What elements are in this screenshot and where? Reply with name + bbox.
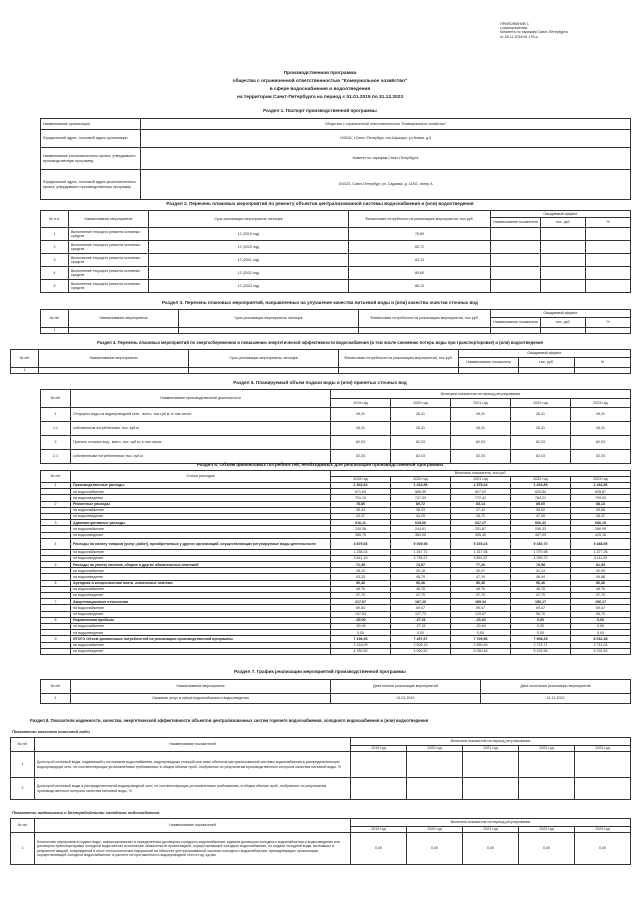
- row-value: 80,72: [391, 501, 451, 507]
- row-value: 5 488,55: [571, 538, 631, 549]
- table-row: [41, 648, 631, 654]
- row-value: 385,75: [331, 532, 391, 538]
- row-value: 2 416,09: [331, 642, 391, 648]
- row-value: 7 196,93: [331, 636, 391, 642]
- row-value: 616,11: [331, 520, 391, 526]
- reliability-subheading: Показатели надежности и бесперебойности холодного водоснабжения: [12, 810, 160, 815]
- row-value: 1 370,98: [511, 549, 571, 555]
- row-value: 0,00: [511, 617, 571, 623]
- row-value: 83,14: [451, 501, 511, 507]
- row-label: на водоснабжение: [71, 605, 331, 611]
- row-value: 217,67: [331, 599, 391, 605]
- col-header: Наименование показателя: [491, 218, 541, 228]
- row-value: -20,40: [451, 623, 511, 629]
- row-value: 47,08: [511, 513, 571, 519]
- row-value: 47,70: [571, 593, 631, 599]
- row-value: 1 379,44: [451, 483, 511, 489]
- row-value: 0,00: [571, 630, 631, 636]
- table-row: 2 Принято сточных вод - всего, тыс. куб.м, в том числе: 62,03 62,03 62,03 62,03 62,03: [41, 436, 631, 450]
- row-label: на водоотведение: [71, 574, 331, 580]
- table-row: 5 Расходы на уплату налогов, сборов и других обязательных платежей 71,35 74,97 77,26 79,58 81,93: [41, 562, 631, 568]
- row-value: 127,73: [391, 611, 451, 617]
- row-value: 48,76: [391, 586, 451, 592]
- row-value: 7 908,29: [511, 636, 571, 642]
- row-value: 686,15: [571, 520, 631, 526]
- row-label: на водоснабжение: [71, 623, 331, 629]
- row-value: 59,47: [571, 605, 631, 611]
- row-value: 187,20: [391, 599, 451, 605]
- row-value: 0,00: [451, 630, 511, 636]
- col-header: № п.п.: [41, 211, 69, 228]
- row-label: на водоотведение: [71, 630, 331, 636]
- quality-measures-table: № п/п Наименование мероприятия Срок реализации мероприятия, месяцев Финансовые потребности на реализацию мероприятия, тыс.руб. Ожидаемый эффект Наименование показателя тыс. руб. % 1: [40, 309, 631, 334]
- row-value: 244,61: [391, 526, 451, 532]
- passport-label: Юридический адрес, почтовый адрес организации: [41, 130, 141, 148]
- quality-subheading: Показатели качества питьевой воды: [12, 729, 90, 734]
- row-label: на водоснабжение: [71, 489, 331, 495]
- row-value: 48,76: [571, 586, 631, 592]
- row-value: 407,09: [511, 532, 571, 538]
- row-value: 3 641,19: [331, 555, 391, 561]
- row-value: 48,44: [511, 574, 571, 580]
- row-value: 3 738,27: [391, 555, 451, 561]
- row-value: 96,70: [511, 611, 571, 617]
- row-value: 45,72: [451, 513, 511, 519]
- row-value: 1 404,85: [511, 483, 571, 489]
- passport-value: Комитет по тарифам Санкт-Петербурга: [141, 148, 631, 170]
- table-row: 2.1 собственными потребителями, тыс. куб.м 62,03 62,03 62,03 62,03 62,03: [41, 450, 631, 464]
- row-value: 96,46: [511, 580, 571, 586]
- row-value: 48,47: [571, 513, 631, 519]
- table-row: 6 Арендная и концессионная плата, лизинговые платежи 96,46 96,46 96,46 96,46 96,46: [41, 580, 631, 586]
- row-value: 1 434,96: [571, 483, 631, 489]
- row-value: 39,66: [571, 507, 631, 513]
- schedule-table: № п/п Наименование мероприятия Дата начала реализации мероприятий Дата окончания реализации мероприятий 1 Оказание услуг в сфере водоснабжения и водоотведения 01.01.2019 31.12.2023: [40, 679, 631, 704]
- row-value: 772,42: [451, 495, 511, 501]
- row-value: 129,87: [451, 611, 511, 617]
- title-line-4: на территории Санкт-Петербурга на период с 01.01.2019 по 31.12.2023: [236, 95, 404, 100]
- row-value: 395,40: [451, 532, 511, 538]
- section-1-heading: Раздел 1. Паспорт производственной программы: [263, 108, 377, 113]
- table-row: 2 Ремонтные расходы 78,80 80,72 83,14 85,60 88,13: [41, 501, 631, 507]
- table-row: 2 Выполнение текущего ремонта основных средств 12 (2020 год) 80,72: [41, 241, 631, 254]
- table-row: 1 Выполнение текущего ремонта основных средств 12 (2019 год) 78,80: [41, 228, 631, 241]
- row-value: 31,14: [511, 568, 571, 574]
- col-header: тыс. руб.: [541, 218, 586, 228]
- row-value: 96,46: [571, 580, 631, 586]
- row-value: 43,25: [331, 574, 391, 580]
- passport-value: Общество с ограниченной ответственностью "Коммунальное хозяйство": [141, 119, 631, 130]
- row-value: -27,31: [391, 623, 451, 629]
- row-value: 7 497,67: [391, 636, 451, 642]
- row-value: 85,60: [511, 501, 571, 507]
- row-value: 419,16: [571, 532, 631, 538]
- title-line-3: в сфере водоснабжения и водоотведения: [269, 87, 371, 92]
- row-value: 5 005,98: [391, 538, 451, 549]
- row-value: 48,76: [331, 586, 391, 592]
- row-label: Арендная и концессионная плата, лизинговые платежи: [71, 580, 331, 586]
- section-5-heading: Раздел 5. Планируемый объем подачи воды и (или) принятых сточных вод: [233, 380, 407, 385]
- row-value: 30,07: [451, 568, 511, 574]
- row-value: 1 238,34: [331, 549, 391, 555]
- row-value: 71,35: [331, 562, 391, 568]
- appendix-line-3: Комитета по тарифам Санкт-Петербурга: [500, 30, 568, 35]
- row-value: 251,87: [451, 526, 511, 532]
- row-label: на водоотведение: [71, 495, 331, 501]
- row-value: 48,76: [511, 586, 571, 592]
- row-value: 38,52: [511, 507, 571, 513]
- col-header: Ожидаемый эффект: [491, 211, 631, 218]
- row-value: 1 317,36: [451, 549, 511, 555]
- water-quality-table: № п/п Наименование показателей Величина показателя на период регулирования 2019 год 2020 год 2021 год 2022 год 2023 год 1 Доля проб питьевой воды, подаваемой с источников водоснабжения, водопроводных станций или иных объектов централизованной системы водоснабжения в распределительную водопроводную сеть, не соответствующих установленным требованиям, в общем объеме проб, отобранных по результатам производственного контроля качества питьевой воды, % 2 Доля проб питьевой воды в распределительной водопроводной сети, не соответствующих установленным требованиям, в общем объеме проб, отобранных по результатам производственного контроля качества питьевой воды, %: [10, 737, 631, 800]
- energy-measures-table: № п/п Наименование мероприятия Срок реализации мероприятия, месяцев Финансовые потребности на реализацию мероприятия, тыс.руб. Ожидаемый эффект Наименование показателя тыс. руб. % 1: [10, 349, 631, 374]
- row-value: 784,21: [511, 495, 571, 501]
- row-value: 147,83: [331, 611, 391, 617]
- row-value: 230,36: [331, 526, 391, 532]
- row-value: 5 430,70: [511, 538, 571, 549]
- table-row: 9 ИТОГО Объем финансовых потребностей на реализацию производственной программы 7 196,93 7 497,67 7 709,96 7 908,29 8 032,48: [41, 636, 631, 642]
- row-value: 47,19: [451, 574, 511, 580]
- row-value: 77,26: [451, 562, 511, 568]
- row-label: Ремонтные расходы: [71, 501, 331, 507]
- row-value: -20,40: [451, 617, 511, 623]
- table-row: 1 Отпущено воды из водопроводной сети - всего, тыс.куб.м, в том числе: 26,41 26,41 26,41 26,41 26,41: [41, 408, 631, 422]
- row-value: 731,10: [331, 495, 391, 501]
- passport-value: 190041, г.Санкт-Петербург, пос.Шушары, ул.Новая, д.5: [141, 130, 631, 148]
- appendix-block: [500, 22, 630, 39]
- row-value: 259,33: [511, 526, 571, 532]
- row-value: -50,00: [331, 623, 391, 629]
- row-label: Расходы на уплату налогов, сборов и других обязательных платежей: [71, 562, 331, 568]
- table-row: 4 Выполнение текущего ремонта основных средств 12 (2022 год) 85,60: [41, 267, 631, 280]
- row-value: 47,70: [331, 593, 391, 599]
- row-label: на водоотведение: [71, 611, 331, 617]
- row-label: Расходы на оплату товаров (услуг, работ), приобретаемых у других организаций, осуществляющих регулируемые виды деятельности: [71, 538, 331, 549]
- passport-label: Юридический адрес, почтовый адрес уполномоченного органа, утвердившего производственную программу: [41, 170, 141, 200]
- row-label: на водоснабжение: [71, 507, 331, 513]
- table-row: 7 Амортизационные отчисления 217,67 187,20 189,34 156,17 156,17: [41, 599, 631, 605]
- row-value: 647,27: [451, 520, 511, 526]
- row-value: 5 192,58: [511, 648, 571, 654]
- row-value: 59,47: [451, 605, 511, 611]
- row-label: на водоснабжение: [71, 586, 331, 592]
- table-row: 2 Доля проб питьевой воды в распределительной водопроводной сети, не соответствующих установленным требованиям, в общем объеме проб, отобранных по результатам производственного контроля качества питьевой воды, %: [11, 778, 631, 800]
- row-value: 189,34: [451, 599, 511, 605]
- table-row: 1 Количество перерывов в подаче воды, зафиксированных в определенных договором холодного водоснабжения, единым договором холодного водоснабжения и водоотведения или договором транспортировки холодной воды местах исполнения обязательств организацией, осуществляющей холодное водоснабжение, по подаче холодной воды, возникших в результате аварий, повреждений и иных технологических нарушений на объектах централизованной системы холодного водоснабжения, принадлежащих организации, осуществляющей холодное водоснабжение, в расчете на протяженность водопроводной сети в год, ед./км 0,00 0,00 0,00 0,00 0,00: [11, 833, 631, 865]
- row-value: 81,93: [571, 562, 631, 568]
- row-value: 0,00: [391, 630, 451, 636]
- row-value: 4 879,53: [331, 538, 391, 549]
- row-value: 5 291,45: [571, 648, 631, 654]
- section-2-heading: Раздел 2. Перечень плановых мероприятий по ремонту объектов централизованной системы водоснабжения и (или) водоотведения: [166, 201, 474, 206]
- table-row: 3 Административные расходы 616,11 628,66 647,27 666,42 686,15: [41, 520, 631, 526]
- table-row: 3 Выполнение текущего ремонта основных средств 12 (2021 год) 83,14: [41, 254, 631, 267]
- table-row: 8 Нормативная прибыль -50,00 -27,31 -20,40 0,00 0,00: [41, 617, 631, 623]
- row-value: 0,00: [511, 623, 571, 629]
- row-value: 69,84: [331, 605, 391, 611]
- row-label: на водоотведение: [71, 513, 331, 519]
- section-7-heading: Раздел 7. График реализации мероприятий производственной программы: [234, 669, 406, 674]
- row-value: 78,80: [331, 501, 391, 507]
- row-value: 1 334,58: [391, 483, 451, 489]
- financial-rows: [41, 483, 631, 655]
- document-title: [0, 70, 640, 102]
- row-value: 35,43: [331, 507, 391, 513]
- section-3-heading: Раздел 3. Перечень плановых мероприятий, направленных на улучшение качества питьевой воды и (или) качества очистки сточных вод: [162, 300, 478, 305]
- row-value: 266,99: [571, 526, 631, 532]
- row-value: -27,31: [391, 617, 451, 623]
- row-value: 586,59: [391, 489, 451, 495]
- row-value: 1 302,64: [331, 483, 391, 489]
- reliability-table: № п/п Наименование показателей Величина показателя на период регулирования 2019 год 2020 год 2021 год 2022 год 2023 год 1 Количество перерывов в подаче воды, зафиксированных в определенных договором холодного водоснабжения, единым договором холодного водоснабжения и водоотведения или договором транспортировки холодной воды местах исполнения обязательств организацией, осуществляющей холодное водоснабжение, по подаче холодной воды, возникших в результате аварий, повреждений и иных технологических нарушений на объектах централизованной системы холодного водоснабжения, принадлежащих организации, осуществляющей холодное водоснабжение, в расчете на протяженность водопроводной сети в год, ед./км 0,00 0,00 0,00 0,00 0,00: [10, 818, 631, 865]
- row-label: на водоснабжение: [71, 549, 331, 555]
- row-label: на водоотведение: [71, 648, 331, 654]
- row-value: 3 851,87: [451, 555, 511, 561]
- row-value: 96,46: [451, 580, 511, 586]
- row-value: 79,58: [511, 562, 571, 568]
- row-value: 4 780,83: [331, 648, 391, 654]
- row-value: 2 506,15: [391, 642, 451, 648]
- section-6-heading: Раздел 6. Объем финансовых потребностей, необходимых для реализации производственной программы: [196, 462, 444, 467]
- row-value: 2 659,48: [451, 642, 511, 648]
- col-header: Срок реализации мероприятия, месяцев: [149, 211, 349, 228]
- row-value: 384,05: [391, 532, 451, 538]
- row-label: ИТОГО Объем финансовых потребностей на реализацию производственной программы: [71, 636, 331, 642]
- row-value: 47,70: [511, 593, 571, 599]
- row-value: 620,64: [511, 489, 571, 495]
- row-value: 59,47: [511, 605, 571, 611]
- col-header: Финансовые потребности на реализацию мероприятия, тыс.руб.: [349, 211, 491, 228]
- appendix-line-4: от 25.12.2018 № 176-р: [500, 34, 538, 39]
- row-value: 96,46: [331, 580, 391, 586]
- row-label: Амортизационные отчисления: [71, 599, 331, 605]
- row-value: 49,88: [571, 574, 631, 580]
- row-label: на водоотведение: [71, 532, 331, 538]
- row-value: 571,54: [331, 489, 391, 495]
- row-label: на водоснабжение: [71, 568, 331, 574]
- row-label: на водоснабжение: [71, 642, 331, 648]
- table-row: 5 Выполнение текущего ремонта основных средств 12 (2023 год) 88,13: [41, 280, 631, 293]
- table-row: 1 Оказание услуг в сфере водоснабжения и водоотведения 01.01.2019 31.12.2023: [41, 694, 631, 704]
- row-value: 28,10: [331, 568, 391, 574]
- row-label: на водоотведение: [71, 555, 331, 561]
- row-value: 48,76: [451, 586, 511, 592]
- row-value: 156,17: [511, 599, 571, 605]
- row-value: 0,00: [331, 630, 391, 636]
- row-value: 0,00: [511, 630, 571, 636]
- row-value: 47,70: [391, 593, 451, 599]
- row-label: Административные расходы: [71, 520, 331, 526]
- passport-row: [41, 148, 631, 170]
- appendix-line-1: ПРИЛОЖЕНИЕ 1: [500, 22, 529, 26]
- passport-row: [41, 130, 631, 148]
- title-line-1: Производственная программа: [283, 71, 357, 76]
- row-value: 666,42: [511, 520, 571, 526]
- row-label: на водоотведение: [71, 593, 331, 599]
- appendix-line-2: к распоряжению: [500, 26, 528, 31]
- table-row: 1.1 собственным потребителям, тыс. куб.м 26,41 26,41 26,41 26,41 26,41: [41, 422, 631, 436]
- passport-table: [40, 118, 631, 200]
- row-value: 628,66: [391, 520, 451, 526]
- row-value: 4 111,29: [571, 555, 631, 561]
- row-value: 747,99: [391, 495, 451, 501]
- row-value: 29,18: [391, 568, 451, 574]
- repair-plan-table: [40, 210, 631, 293]
- water-volume-table: № п/п Наименование производственной деятельности Величина показателя на период регулирования 2019 год 2020 год 2021 год 2022 год 2023 год 1 Отпущено воды из водопроводной сети - всего, тыс.куб.м, в том числе: 26,41 26,41 26,41 26,41 26,41 1.1 собственным потребителям, тыс. куб.м 26,41 26,41 26,41 26,41 26,41 2 Принято сточных вод - всего, тыс. куб.м, в том числе: 62,03 62,03 62,03 62,03 62,03 2.1 собственными потребителями, тыс. куб.м 62,03 62,03 62,03 62,03 62,03: [40, 389, 631, 464]
- row-value: 96,70: [571, 611, 631, 617]
- row-value: 36,33: [391, 507, 451, 513]
- row-value: 59,47: [391, 605, 451, 611]
- row-value: 5 050,48: [451, 648, 511, 654]
- row-value: 47,70: [451, 593, 511, 599]
- financial-needs-table: № п/п Статьи расходов Величина показателя, тыс.руб. 2019 год 2020 год 2021 год 2022 год 2023 год 1 Производственные расходы 1 302,64 1 334,58 1 379,44 1 404,85 1 434,96 на водоснабжение 571,54 586,59 607,02 620,64 635,87 на водоотведение 731,10 747,99 772,42 784,21 799,09 2 Ремонтные расходы 78,80 80,72 83,14 85,60 88,13 на водоснабжение 35,43 36,33 37,42 38,52 39,66 на водоотведение 43,37 44,39 45,72 47,08 48,47 3 Административные расходы 616,11 628,66 647,27 666,42 686,15 на водоснабжение 230,36 244,61 251,87 259,33 266,99 на водоотведение 385,75 384,05 395,40 407,09 419,16 4 Расходы на оплату товаров (услуг, работ), приобретаемых у других организаций, осуществляющих регулируемые виды деятельности 4 879,53 5 005,98 5 169,23 5 430,70 5 488,55 на водоснабжение 1 238,34 1 267,71 1 317,36 1 370,98 1 377,26 на водоотведение 3 641,19 3 738,27 3 851,87 4 059,72 4 111,29 5 Расходы на уплату налогов, сборов и других обязательных платежей 71,35 74,97 77,26 79,58 81,93 на водоснабжение 28,10 29,18 30,07 31,14 32,05 на водоотведение 43,25 45,79 47,19 48,44 49,88 6 Арендная и концессионная плата, лизинговые платежи 96,46 96,46 96,46 96,46 96,46 на водоснабжение 48,76 48,76 48,76 48,76 48,76 на водоотведение 47,70 47,70 47,70 47,70 47,70 7 Амортизационные отчисления 217,67 187,20 189,34 156,17 156,17 на водоснабжение 69,84 59,47 59,47 59,47 59,47 на водоотведение 147,83 127,73 129,87 96,70 96,70 8 Нормативная прибыль -50,00 -27,31 -20,40 0,00 0,00 на водоснабжение -50,00 -27,31 -20,40 0,00 0,00 на водоотведение 0,00 0,00 0,00 0,00 0,00 9 ИТОГО Объем финансовых потребностей на реализацию производственной программы 7 196,93 7 497,67 7 709,96 7 908,29 8 032,48 на водоснабжение 2 416,09 2 506,15 2 659,48 2 715,71 2 741,03 на водоотведение 4 780,83 4 990,52 5 050,48 5 192,58 5 291,45: [40, 470, 631, 655]
- row-label: на водоснабжение: [71, 526, 331, 532]
- row-value: 1 377,26: [571, 549, 631, 555]
- title-line-2: общества с ограниченной ответственностью "Коммунальное хозяйство": [232, 79, 408, 84]
- row-label: Нормативная прибыль: [71, 617, 331, 623]
- passport-value: 191023, Санкт-Петербург, ул. Садовая, д. 14/52, литер А: [141, 170, 631, 200]
- row-value: 45,79: [391, 574, 451, 580]
- row-value: 88,13: [571, 501, 631, 507]
- row-value: 8 032,48: [571, 636, 631, 642]
- row-value: 4 990,52: [391, 648, 451, 654]
- row-value: 7 709,96: [451, 636, 511, 642]
- row-value: 156,17: [571, 599, 631, 605]
- row-label: Производственные расходы: [71, 483, 331, 489]
- row-value: 607,02: [451, 489, 511, 495]
- row-value: -50,00: [331, 617, 391, 623]
- passport-label: Наименование организации: [41, 119, 141, 130]
- passport-row: [41, 170, 631, 200]
- passport-label: Наименование уполномоченного органа, утвердившего производственную программу: [41, 148, 141, 170]
- row-value: 44,39: [391, 513, 451, 519]
- table-row: 1 Производственные расходы 1 302,64 1 334,58 1 379,44 1 404,85 1 434,96: [41, 483, 631, 489]
- section-4-heading: Раздел 4. Перечень плановых мероприятий по энергосбережению и повышению энергетической эффективности водоснабжения (в том числе снижению потерь воды при транспортировке) и (или) водоотведения: [97, 340, 543, 345]
- row-value: 5 169,23: [451, 538, 511, 549]
- row-value: 37,42: [451, 507, 511, 513]
- row-value: 96,46: [391, 580, 451, 586]
- passport-row: [41, 119, 631, 130]
- row-value: 1 267,71: [391, 549, 451, 555]
- col-header: Наименование мероприятия: [69, 211, 149, 228]
- row-value: 2 715,71: [511, 642, 571, 648]
- table-row: 4 Расходы на оплату товаров (услуг, работ), приобретаемых у других организаций, осуществляющих регулируемые виды деятельности 4 879,53 5 005,98 5 169,23 5 430,70 5 488,55: [41, 538, 631, 549]
- row-value: 0,00: [571, 623, 631, 629]
- row-value: 32,05: [571, 568, 631, 574]
- row-value: 2 741,03: [571, 642, 631, 648]
- section-8-heading: Раздел 8. Показатели надежности, качества, энергетической эффективности объектов централизованных систем горячего водоснабжения, холодного водоснабжения и (или) водоотведения: [30, 718, 429, 723]
- table-row: 1 Доля проб питьевой воды, подаваемой с источников водоснабжения, водопроводных станций или иных объектов централизованной системы водоснабжения в распределительную водопроводную сеть, не соответствующих установленным требованиям, в общем объеме проб, отобранных по результатам производственного контроля качества питьевой воды, %: [11, 752, 631, 778]
- col-header: %: [586, 218, 631, 228]
- row-value: 799,09: [571, 495, 631, 501]
- row-value: 4 059,72: [511, 555, 571, 561]
- row-value: 43,37: [331, 513, 391, 519]
- row-value: 635,87: [571, 489, 631, 495]
- row-value: 0,00: [571, 617, 631, 623]
- row-value: 74,97: [391, 562, 451, 568]
